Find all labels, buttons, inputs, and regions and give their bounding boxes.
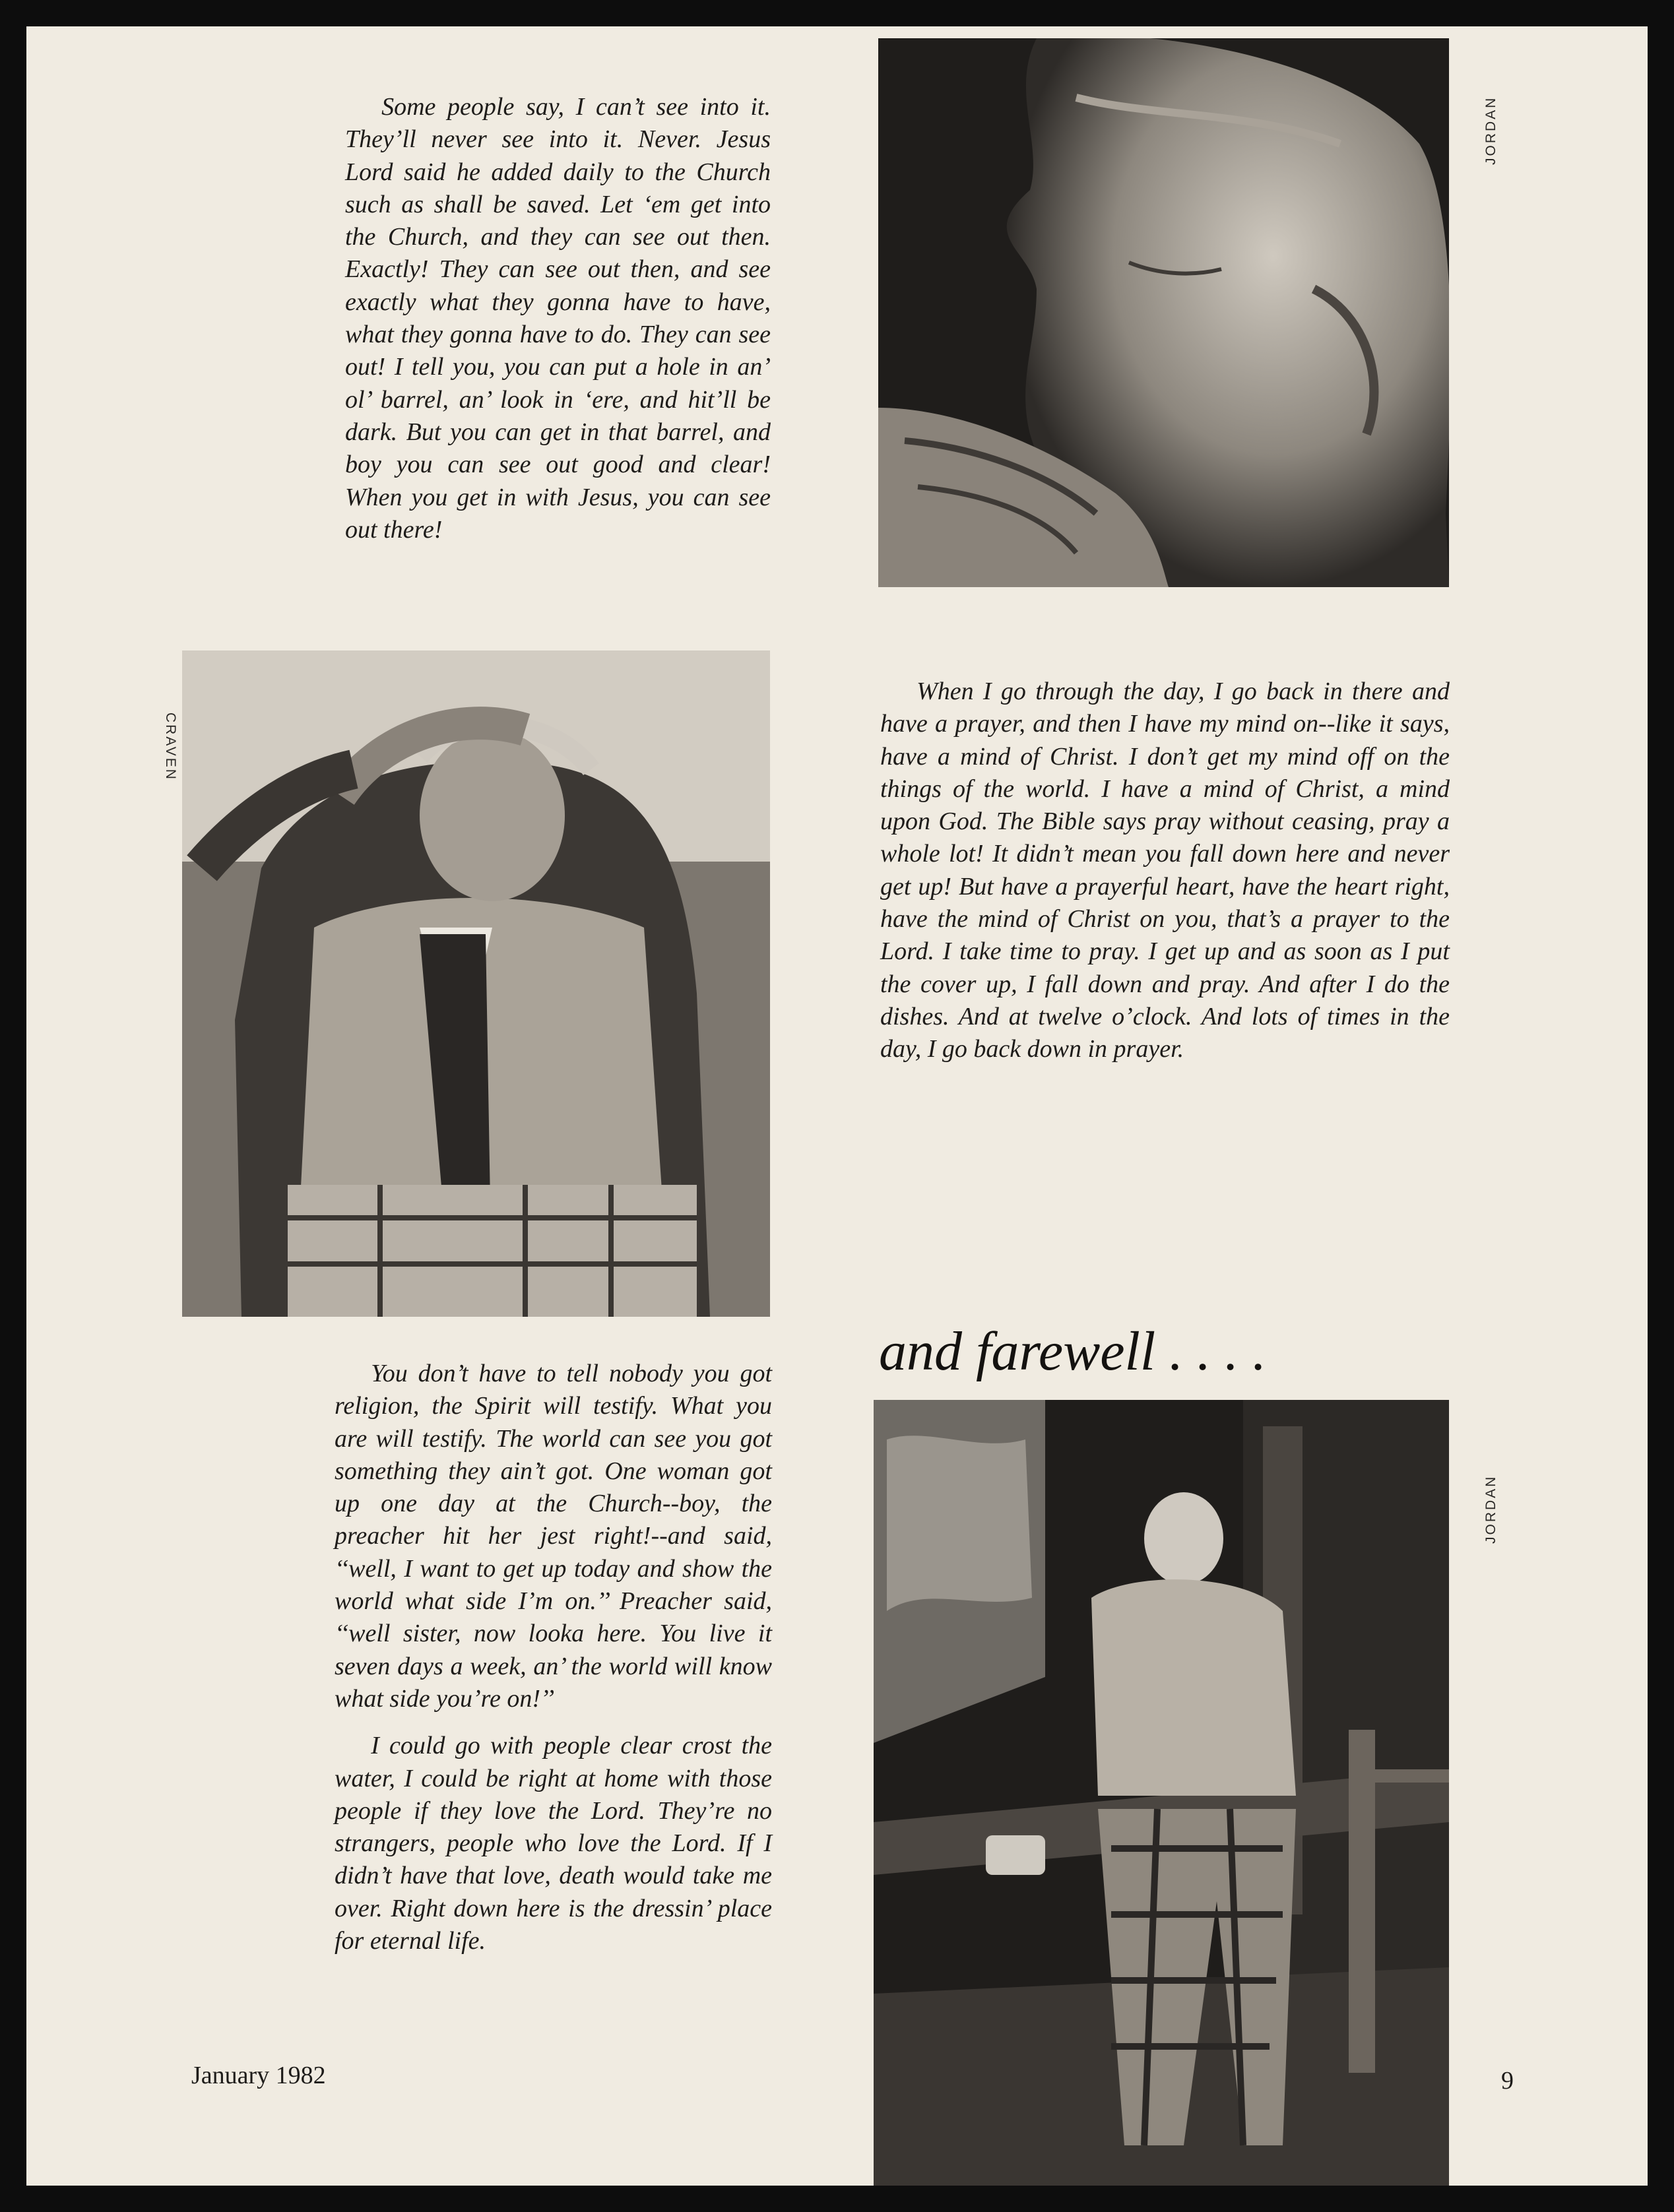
footer-page-number: 9 <box>1501 2067 1514 2095</box>
photo-man-profile <box>878 38 1449 587</box>
passage-some-people-say: Some people say, I can’t see into it. They’ll never see into it. Never. Jesus Lord said he added daily to the Church such as shall be saved. Let ‘em get into the Church, and they can see out then. Exactly! They can see out then, and see exactly what they gonna have to have, what they gonna have to do. They can see out! I tell you, you can put a hole in an’ ol’ barrel, an’ look in ‘ere, and hit’ll be dark. But you can get in that barrel, and boy you can see out good and clear! When you get in with Jesus, you can see out there! <box>345 93 771 544</box>
photo-man-walking-away <box>874 1400 1449 2186</box>
heading-farewell: and farewell . . . . <box>879 1321 1267 1382</box>
photo-man-cardigan <box>182 650 770 1317</box>
photo-credit-middle: CRAVEN <box>163 712 178 781</box>
passage-through-the-day: When I go through the day, I go back in there and have a prayer, and then I have my mind on--like it says, have a mind of Christ. I don’t get my mind off on the things of the world. I have a mind of Christ, a mind upon God. The Bible says pray without ceasing, pray a whole lot! It didn’t mean you fall down here and never get up! But have a prayerful heart, have the heart right, have the mind of Christ on you, that’s a prayer to the Lord. I take time to pray. I get up and as soon as I put the cover up, I fall down and pray. And after I do the dishes. And at twelve o’clock. And lots of times in the day, I go back down in prayer. <box>880 678 1450 1063</box>
magazine-page <box>26 26 1648 2186</box>
passage-spirit-will-testify: You don’t have to tell nobody you got religion, the Spirit will testify. What you are will testify. The world can see you got something they ain’t got. One woman got up one day at the Church--boy, the preacher hit her jest right!--and said, ‘‘well, I want to get up today and show the world what side I’m on.’’ Preacher said, ‘‘well sister, now looka here. You live it seven days a week, an’ the world will know what side you’re on!’’ I could go with people clear crost the water, I could be right at home with those people if they love the Lord. They’re no strangers, people who love the Lord. If I didn’t have that love, death would take me over. Right down here is the dressin’ place for eternal life. <box>335 1360 772 1955</box>
photo-credit-top: JORDAN <box>1483 96 1498 165</box>
footer-date: January 1982 <box>191 2062 326 2089</box>
photo-credit-bottom: JORDAN <box>1483 1474 1498 1544</box>
